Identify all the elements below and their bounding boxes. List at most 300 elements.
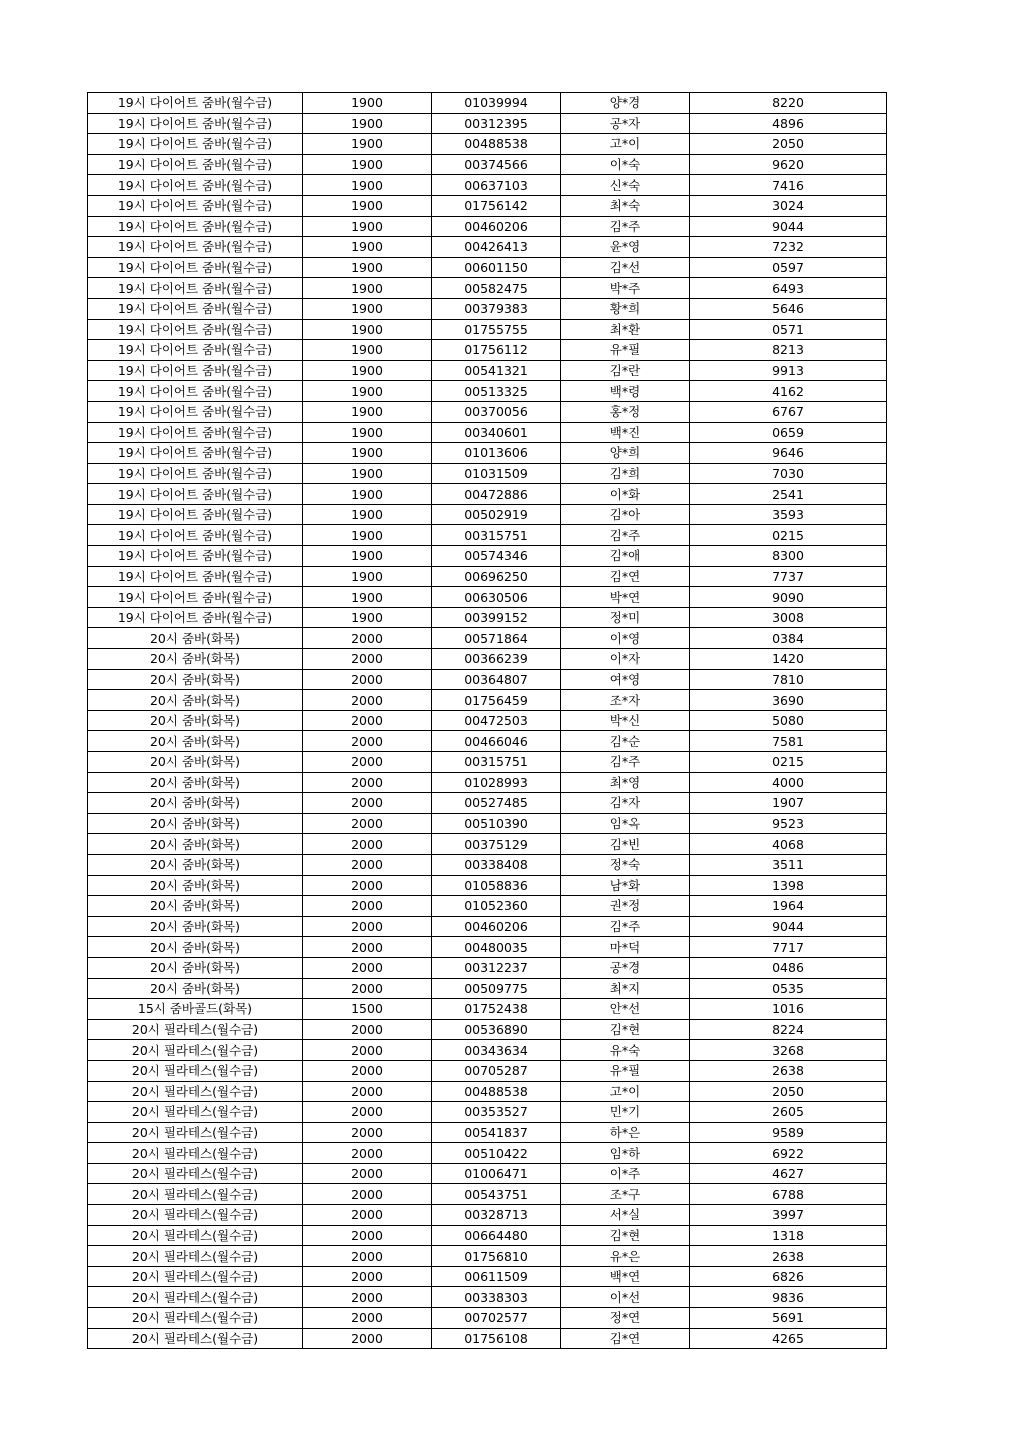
phone-last4-cell: 5080 — [690, 710, 887, 731]
class-time-cell: 2000 — [303, 1040, 432, 1061]
phone-last4-cell: 6493 — [690, 278, 887, 299]
member-name-cell: 최*지 — [561, 978, 690, 999]
member-name-cell: 김*희 — [561, 463, 690, 484]
class-name-cell: 19시 다이어트 줌바(월수금) — [88, 175, 303, 196]
table-row — [88, 690, 887, 711]
table-row — [88, 1246, 887, 1267]
member-name-cell: 최*숙 — [561, 195, 690, 216]
member-number-cell: 00338408 — [432, 854, 561, 875]
class-time-cell: 1900 — [303, 154, 432, 175]
table-row — [88, 1328, 887, 1349]
phone-last4-cell: 0215 — [690, 525, 887, 546]
member-number-cell: 01052360 — [432, 896, 561, 917]
class-name-cell: 20시 줌바(화목) — [88, 669, 303, 690]
phone-last4-cell: 7737 — [690, 566, 887, 587]
class-name-cell: 19시 다이어트 줌바(월수금) — [88, 443, 303, 464]
member-number-cell: 00472886 — [432, 484, 561, 505]
member-name-cell: 김*선 — [561, 257, 690, 278]
class-time-cell: 1900 — [303, 607, 432, 628]
table-row — [88, 1205, 887, 1226]
class-name-cell: 19시 다이어트 줌바(월수금) — [88, 195, 303, 216]
member-number-cell: 00637103 — [432, 175, 561, 196]
member-number-cell: 00480035 — [432, 937, 561, 958]
table-row — [88, 1163, 887, 1184]
phone-last4-cell: 3997 — [690, 1205, 887, 1226]
member-name-cell: 조*구 — [561, 1184, 690, 1205]
table-row — [88, 813, 887, 834]
class-name-cell: 19시 다이어트 줌바(월수금) — [88, 216, 303, 237]
class-name-cell: 20시 줌바(화목) — [88, 752, 303, 773]
class-name-cell: 20시 필라테스(월수금) — [88, 1122, 303, 1143]
phone-last4-cell: 5646 — [690, 298, 887, 319]
class-name-cell: 20시 필라테스(월수금) — [88, 1102, 303, 1123]
class-name-cell: 20시 필라테스(월수금) — [88, 1205, 303, 1226]
class-time-cell: 2000 — [303, 957, 432, 978]
class-time-cell: 1900 — [303, 340, 432, 361]
table-row — [88, 340, 887, 361]
phone-last4-cell: 6922 — [690, 1143, 887, 1164]
class-time-cell: 1900 — [303, 216, 432, 237]
class-time-cell: 2000 — [303, 793, 432, 814]
table-row — [88, 937, 887, 958]
phone-last4-cell: 4162 — [690, 381, 887, 402]
phone-last4-cell: 4000 — [690, 772, 887, 793]
table-row — [88, 710, 887, 731]
class-time-cell: 2000 — [303, 875, 432, 896]
member-number-cell: 01756810 — [432, 1246, 561, 1267]
class-time-cell: 2000 — [303, 916, 432, 937]
member-name-cell: 김*현 — [561, 1225, 690, 1246]
table-row — [88, 1060, 887, 1081]
class-name-cell: 19시 다이어트 줌바(월수금) — [88, 525, 303, 546]
table-row — [88, 1122, 887, 1143]
class-time-cell: 1900 — [303, 566, 432, 587]
class-name-cell: 19시 다이어트 줌바(월수금) — [88, 154, 303, 175]
table-row — [88, 896, 887, 917]
phone-last4-cell: 2050 — [690, 134, 887, 155]
member-name-cell: 홍*정 — [561, 401, 690, 422]
member-name-cell: 최*환 — [561, 319, 690, 340]
member-number-cell: 00541837 — [432, 1122, 561, 1143]
member-name-cell: 최*영 — [561, 772, 690, 793]
class-name-cell: 19시 다이어트 줌바(월수금) — [88, 504, 303, 525]
class-name-cell: 19시 다이어트 줌바(월수금) — [88, 113, 303, 134]
class-name-cell: 20시 줌바(화목) — [88, 854, 303, 875]
phone-last4-cell: 7416 — [690, 175, 887, 196]
member-number-cell: 01756459 — [432, 690, 561, 711]
member-number-cell: 00543751 — [432, 1184, 561, 1205]
phone-last4-cell: 9620 — [690, 154, 887, 175]
phone-last4-cell: 7810 — [690, 669, 887, 690]
class-time-cell: 1900 — [303, 360, 432, 381]
class-name-cell: 20시 줌바(화목) — [88, 649, 303, 670]
class-name-cell: 19시 다이어트 줌바(월수금) — [88, 319, 303, 340]
class-name-cell: 19시 다이어트 줌바(월수금) — [88, 463, 303, 484]
class-name-cell: 19시 다이어트 줌바(월수금) — [88, 566, 303, 587]
table-row — [88, 134, 887, 155]
member-number-cell: 01756112 — [432, 340, 561, 361]
member-name-cell: 이*화 — [561, 484, 690, 505]
class-name-cell: 20시 줌바(화목) — [88, 710, 303, 731]
class-time-cell: 1900 — [303, 278, 432, 299]
class-name-cell: 20시 필라테스(월수금) — [88, 1266, 303, 1287]
class-time-cell: 2000 — [303, 1163, 432, 1184]
member-name-cell: 임*옥 — [561, 813, 690, 834]
member-name-cell: 조*자 — [561, 690, 690, 711]
member-name-cell: 고*이 — [561, 134, 690, 155]
member-number-cell: 01031509 — [432, 463, 561, 484]
class-name-cell: 20시 필라테스(월수금) — [88, 1184, 303, 1205]
member-name-cell: 정*숙 — [561, 854, 690, 875]
class-name-cell: 19시 다이어트 줌바(월수금) — [88, 401, 303, 422]
class-time-cell: 2000 — [303, 1122, 432, 1143]
class-time-cell: 2000 — [303, 1287, 432, 1308]
member-number-cell: 00353527 — [432, 1102, 561, 1123]
member-name-cell: 김*주 — [561, 752, 690, 773]
phone-last4-cell: 8224 — [690, 1019, 887, 1040]
member-number-cell: 00328713 — [432, 1205, 561, 1226]
class-time-cell: 2000 — [303, 1184, 432, 1205]
phone-last4-cell: 9090 — [690, 587, 887, 608]
member-name-cell: 박*연 — [561, 587, 690, 608]
member-name-cell: 민*기 — [561, 1102, 690, 1123]
phone-last4-cell: 8220 — [690, 93, 887, 114]
member-name-cell: 김*아 — [561, 504, 690, 525]
class-name-cell: 20시 필라테스(월수금) — [88, 1287, 303, 1308]
member-number-cell: 00312395 — [432, 113, 561, 134]
class-name-cell: 20시 줌바(화목) — [88, 875, 303, 896]
phone-last4-cell: 0215 — [690, 752, 887, 773]
class-name-cell: 20시 줌바(화목) — [88, 937, 303, 958]
member-number-cell: 00399152 — [432, 607, 561, 628]
class-name-cell: 20시 필라테스(월수금) — [88, 1060, 303, 1081]
table-row — [88, 978, 887, 999]
class-time-cell: 1900 — [303, 525, 432, 546]
member-name-cell: 윤*영 — [561, 237, 690, 258]
member-number-cell: 00343634 — [432, 1040, 561, 1061]
member-number-cell: 00370056 — [432, 401, 561, 422]
class-time-cell: 2000 — [303, 649, 432, 670]
class-time-cell: 2000 — [303, 813, 432, 834]
class-time-cell: 1900 — [303, 237, 432, 258]
member-name-cell: 양*희 — [561, 443, 690, 464]
member-name-cell: 김*연 — [561, 566, 690, 587]
class-time-cell: 1900 — [303, 587, 432, 608]
class-name-cell: 19시 다이어트 줌바(월수금) — [88, 340, 303, 361]
class-time-cell: 2000 — [303, 1205, 432, 1226]
table-row — [88, 854, 887, 875]
phone-last4-cell: 9589 — [690, 1122, 887, 1143]
member-name-cell: 공*자 — [561, 113, 690, 134]
phone-last4-cell: 4896 — [690, 113, 887, 134]
member-name-cell: 김*주 — [561, 525, 690, 546]
class-name-cell: 20시 줌바(화목) — [88, 916, 303, 937]
class-name-cell: 20시 필라테스(월수금) — [88, 1246, 303, 1267]
member-name-cell: 이*주 — [561, 1163, 690, 1184]
class-time-cell: 1900 — [303, 298, 432, 319]
class-name-cell: 19시 다이어트 줌바(월수금) — [88, 298, 303, 319]
table-row — [88, 93, 887, 114]
class-time-cell: 1900 — [303, 113, 432, 134]
table-row — [88, 1040, 887, 1061]
phone-last4-cell: 3511 — [690, 854, 887, 875]
member-number-cell: 01028993 — [432, 772, 561, 793]
member-number-cell: 00338303 — [432, 1287, 561, 1308]
member-number-cell: 00460206 — [432, 216, 561, 237]
member-name-cell: 이*영 — [561, 628, 690, 649]
table-row — [88, 916, 887, 937]
member-name-cell: 김*주 — [561, 216, 690, 237]
class-name-cell: 19시 다이어트 줌바(월수금) — [88, 278, 303, 299]
phone-last4-cell: 0486 — [690, 957, 887, 978]
class-name-cell: 20시 줌바(화목) — [88, 834, 303, 855]
member-number-cell: 00696250 — [432, 566, 561, 587]
member-number-cell: 00466046 — [432, 731, 561, 752]
member-number-cell: 00513325 — [432, 381, 561, 402]
phone-last4-cell: 2050 — [690, 1081, 887, 1102]
table-row — [88, 793, 887, 814]
roster-body — [88, 93, 887, 1349]
class-name-cell: 20시 필라테스(월수금) — [88, 1163, 303, 1184]
table-row — [88, 175, 887, 196]
member-number-cell: 00315751 — [432, 752, 561, 773]
member-name-cell: 서*실 — [561, 1205, 690, 1226]
member-number-cell: 00509775 — [432, 978, 561, 999]
phone-last4-cell: 9044 — [690, 916, 887, 937]
member-name-cell: 김*애 — [561, 546, 690, 567]
member-name-cell: 백*연 — [561, 1266, 690, 1287]
table-row — [88, 154, 887, 175]
member-number-cell: 01752438 — [432, 999, 561, 1020]
class-name-cell: 19시 다이어트 줌바(월수금) — [88, 134, 303, 155]
table-row — [88, 607, 887, 628]
phone-last4-cell: 9913 — [690, 360, 887, 381]
member-name-cell: 유*은 — [561, 1246, 690, 1267]
phone-last4-cell: 6826 — [690, 1266, 887, 1287]
table-row — [88, 875, 887, 896]
member-number-cell: 00488538 — [432, 1081, 561, 1102]
member-number-cell: 00340601 — [432, 422, 561, 443]
class-name-cell: 20시 필라테스(월수금) — [88, 1019, 303, 1040]
member-number-cell: 00541321 — [432, 360, 561, 381]
phone-last4-cell: 7581 — [690, 731, 887, 752]
class-name-cell: 19시 다이어트 줌바(월수금) — [88, 587, 303, 608]
member-name-cell: 안*선 — [561, 999, 690, 1020]
member-name-cell: 김*주 — [561, 916, 690, 937]
phone-last4-cell: 8300 — [690, 546, 887, 567]
class-time-cell: 1900 — [303, 381, 432, 402]
member-number-cell: 01058836 — [432, 875, 561, 896]
phone-last4-cell: 4265 — [690, 1328, 887, 1349]
table-row — [88, 195, 887, 216]
table-row — [88, 546, 887, 567]
class-name-cell: 19시 다이어트 줌바(월수금) — [88, 422, 303, 443]
class-time-cell: 1900 — [303, 546, 432, 567]
class-time-cell: 1900 — [303, 257, 432, 278]
table-row — [88, 257, 887, 278]
class-time-cell: 2000 — [303, 628, 432, 649]
member-number-cell: 00510422 — [432, 1143, 561, 1164]
phone-last4-cell: 1318 — [690, 1225, 887, 1246]
member-number-cell: 00364807 — [432, 669, 561, 690]
phone-last4-cell: 5691 — [690, 1308, 887, 1329]
phone-last4-cell: 6788 — [690, 1184, 887, 1205]
member-number-cell: 00488538 — [432, 134, 561, 155]
class-name-cell: 20시 줌바(화목) — [88, 813, 303, 834]
member-name-cell: 여*영 — [561, 669, 690, 690]
class-name-cell: 20시 줌바(화목) — [88, 957, 303, 978]
member-number-cell: 01013606 — [432, 443, 561, 464]
class-name-cell: 15시 줌바골드(화목) — [88, 999, 303, 1020]
member-name-cell: 정*연 — [561, 1308, 690, 1329]
member-number-cell: 00312237 — [432, 957, 561, 978]
phone-last4-cell: 3008 — [690, 607, 887, 628]
table-row — [88, 669, 887, 690]
table-row — [88, 237, 887, 258]
table-row — [88, 525, 887, 546]
class-time-cell: 1900 — [303, 443, 432, 464]
phone-last4-cell: 1420 — [690, 649, 887, 670]
member-number-cell: 00366239 — [432, 649, 561, 670]
member-number-cell: 01039994 — [432, 93, 561, 114]
class-time-cell: 2000 — [303, 731, 432, 752]
phone-last4-cell: 6767 — [690, 401, 887, 422]
class-time-cell: 1500 — [303, 999, 432, 1020]
class-name-cell: 20시 줌바(화목) — [88, 690, 303, 711]
class-time-cell: 2000 — [303, 1246, 432, 1267]
table-row — [88, 422, 887, 443]
class-time-cell: 2000 — [303, 1225, 432, 1246]
phone-last4-cell: 0659 — [690, 422, 887, 443]
table-row — [88, 401, 887, 422]
class-time-cell: 2000 — [303, 772, 432, 793]
table-row — [88, 628, 887, 649]
class-time-cell: 2000 — [303, 690, 432, 711]
phone-last4-cell: 3024 — [690, 195, 887, 216]
member-number-cell: 01756108 — [432, 1328, 561, 1349]
phone-last4-cell: 9646 — [690, 443, 887, 464]
class-time-cell: 2000 — [303, 978, 432, 999]
phone-last4-cell: 3593 — [690, 504, 887, 525]
table-row — [88, 649, 887, 670]
table-row — [88, 731, 887, 752]
member-number-cell: 00571864 — [432, 628, 561, 649]
phone-last4-cell: 0535 — [690, 978, 887, 999]
member-number-cell: 00705287 — [432, 1060, 561, 1081]
table-row — [88, 1266, 887, 1287]
class-name-cell: 20시 필라테스(월수금) — [88, 1328, 303, 1349]
class-name-cell: 19시 다이어트 줌바(월수금) — [88, 237, 303, 258]
class-time-cell: 2000 — [303, 1019, 432, 1040]
class-time-cell: 1900 — [303, 319, 432, 340]
member-name-cell: 신*숙 — [561, 175, 690, 196]
member-name-cell: 박*신 — [561, 710, 690, 731]
member-name-cell: 하*은 — [561, 1122, 690, 1143]
phone-last4-cell: 9836 — [690, 1287, 887, 1308]
class-name-cell: 19시 다이어트 줌바(월수금) — [88, 360, 303, 381]
class-time-cell: 1900 — [303, 195, 432, 216]
member-name-cell: 공*경 — [561, 957, 690, 978]
member-name-cell: 이*자 — [561, 649, 690, 670]
table-row — [88, 566, 887, 587]
class-time-cell: 2000 — [303, 1081, 432, 1102]
class-name-cell: 19시 다이어트 줌바(월수금) — [88, 93, 303, 114]
member-number-cell: 00630506 — [432, 587, 561, 608]
member-name-cell: 백*진 — [561, 422, 690, 443]
table-row — [88, 484, 887, 505]
table-row — [88, 752, 887, 773]
class-name-cell: 20시 필라테스(월수금) — [88, 1143, 303, 1164]
member-name-cell: 고*이 — [561, 1081, 690, 1102]
class-name-cell: 20시 줌바(화목) — [88, 896, 303, 917]
class-time-cell: 1900 — [303, 463, 432, 484]
member-number-cell: 00472503 — [432, 710, 561, 731]
table-row — [88, 319, 887, 340]
phone-last4-cell: 0597 — [690, 257, 887, 278]
roster-sheet — [87, 92, 887, 1349]
member-name-cell: 김*연 — [561, 1328, 690, 1349]
member-name-cell: 김*현 — [561, 1019, 690, 1040]
phone-last4-cell: 2541 — [690, 484, 887, 505]
member-number-cell: 00664480 — [432, 1225, 561, 1246]
class-name-cell: 19시 다이어트 줌바(월수금) — [88, 607, 303, 628]
table-row — [88, 113, 887, 134]
member-name-cell: 유*숙 — [561, 1040, 690, 1061]
member-number-cell: 01006471 — [432, 1163, 561, 1184]
member-number-cell: 00527485 — [432, 793, 561, 814]
phone-last4-cell: 7030 — [690, 463, 887, 484]
class-time-cell: 2000 — [303, 1328, 432, 1349]
member-number-cell: 00702577 — [432, 1308, 561, 1329]
table-row — [88, 1184, 887, 1205]
phone-last4-cell: 4068 — [690, 834, 887, 855]
class-time-cell: 2000 — [303, 1308, 432, 1329]
member-name-cell: 김*순 — [561, 731, 690, 752]
table-row — [88, 1102, 887, 1123]
class-time-cell: 1900 — [303, 175, 432, 196]
member-name-cell: 임*하 — [561, 1143, 690, 1164]
phone-last4-cell: 2638 — [690, 1246, 887, 1267]
class-name-cell: 19시 다이어트 줌바(월수금) — [88, 257, 303, 278]
class-time-cell: 2000 — [303, 834, 432, 855]
member-number-cell: 00374566 — [432, 154, 561, 175]
member-name-cell: 유*필 — [561, 1060, 690, 1081]
member-name-cell: 황*희 — [561, 298, 690, 319]
class-time-cell: 1900 — [303, 134, 432, 155]
table-row — [88, 999, 887, 1020]
phone-last4-cell: 3268 — [690, 1040, 887, 1061]
member-number-cell: 00375129 — [432, 834, 561, 855]
class-time-cell: 2000 — [303, 1143, 432, 1164]
table-row — [88, 504, 887, 525]
class-name-cell: 20시 필라테스(월수금) — [88, 1308, 303, 1329]
class-name-cell: 20시 줌바(화목) — [88, 628, 303, 649]
member-name-cell: 김*자 — [561, 793, 690, 814]
class-name-cell: 20시 필라테스(월수금) — [88, 1225, 303, 1246]
class-time-cell: 2000 — [303, 710, 432, 731]
table-row — [88, 587, 887, 608]
member-name-cell: 유*필 — [561, 340, 690, 361]
class-time-cell: 2000 — [303, 752, 432, 773]
member-number-cell: 00426413 — [432, 237, 561, 258]
table-row — [88, 216, 887, 237]
phone-last4-cell: 1016 — [690, 999, 887, 1020]
table-row — [88, 1287, 887, 1308]
member-number-cell: 01755755 — [432, 319, 561, 340]
table-row — [88, 463, 887, 484]
table-row — [88, 1081, 887, 1102]
class-time-cell: 1900 — [303, 401, 432, 422]
